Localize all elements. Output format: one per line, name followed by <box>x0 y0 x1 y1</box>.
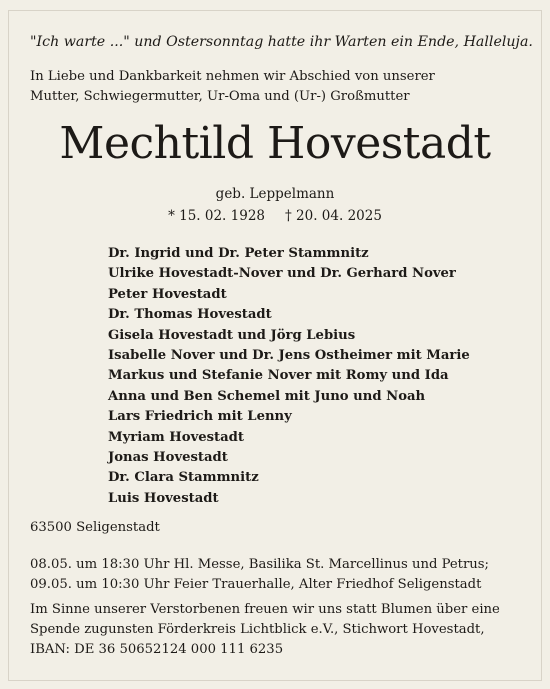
donation-line: Spende zugunsten Förderkreis Lichtblick e.V., Stichwort Hovestadt, <box>30 622 485 637</box>
death-date: † 20. 04. 2025 <box>285 208 382 224</box>
family-member: Myriam Hovestadt <box>108 429 244 445</box>
donation-note <box>30 600 530 660</box>
family-list <box>108 244 528 509</box>
intro-line: In Liebe und Dankbarkeit nehmen wir Abschied von unserer <box>30 69 435 84</box>
service-line: 08.05. um 18:30 Uhr Hl. Messe, Basilika St. Marcellinus und Petrus; <box>30 557 489 572</box>
service-schedule <box>30 555 530 595</box>
family-member: Dr. Clara Stammnitz <box>108 470 259 486</box>
family-member: Isabelle Nover und Dr. Jens Ostheimer mit Marie <box>108 348 470 364</box>
family-member: Ulrike Hovestadt-Nover und Dr. Gerhard Nover <box>108 266 456 282</box>
quote: "Ich warte ..." und Ostersonntag hatte ihr Warten ein Ende, Halleluja. <box>30 34 533 50</box>
life-dates <box>0 208 550 224</box>
family-member: Dr. Thomas Hovestadt <box>108 307 272 323</box>
family-member: Markus und Stefanie Nover mit Romy und Ida <box>108 368 449 384</box>
family-member: Luis Hovestadt <box>108 490 219 506</box>
family-member: Anna und Ben Schemel mit Juno und Noah <box>108 388 426 404</box>
deceased-name: Mechtild Hovestadt <box>59 118 491 169</box>
donation-iban: IBAN: DE 36 50652124 000 111 6235 <box>30 642 284 657</box>
birth-date: * 15. 02. 1928 <box>168 208 265 224</box>
birth-name: geb. Leppelmann <box>215 186 335 202</box>
family-member: Jonas Hovestadt <box>108 450 228 466</box>
family-member: Lars Friedrich mit Lenny <box>108 409 292 425</box>
intro-line: Mutter, Schwiegermutter, Ur-Oma und (Ur-) Großmutter <box>30 89 410 104</box>
intro-text <box>30 67 520 107</box>
family-member: Peter Hovestadt <box>108 286 227 302</box>
place: 63500 Seligenstadt <box>30 520 160 535</box>
family-member: Gisela Hovestadt und Jörg Lebius <box>108 327 356 343</box>
service-line: 09.05. um 10:30 Uhr Feier Trauerhalle, Alter Friedhof Seligenstadt <box>30 577 482 592</box>
family-member: Dr. Ingrid und Dr. Peter Stammnitz <box>108 246 369 261</box>
donation-line: Im Sinne unserer Verstorbenen freuen wir uns statt Blumen über eine <box>30 602 500 617</box>
